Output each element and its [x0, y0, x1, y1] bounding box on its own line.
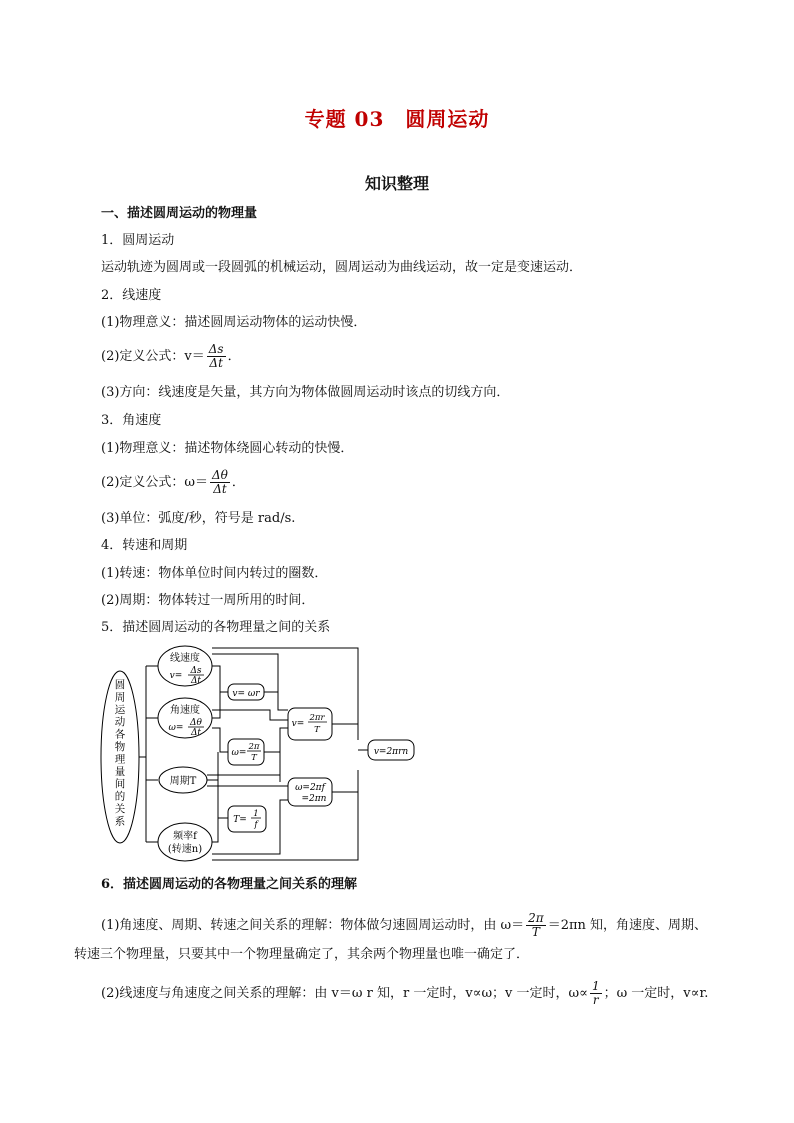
oval-frequency	[158, 823, 212, 861]
formula-prefix: (2)定义公式：v＝	[101, 349, 205, 364]
heading-linear-velocity: 2．线速度	[101, 288, 162, 303]
b4-prefix: v=	[291, 719, 305, 729]
b6-text: v=2πrn	[373, 747, 409, 757]
fraction-denominator: T	[531, 925, 540, 939]
angular-velocity-unit: (3)单位：弧度/秒，符号是 rad/s.	[101, 511, 296, 526]
heading-relations: 5．描述圆周运动的各物理量之间的关系	[101, 620, 331, 635]
oval-T-label: 周期T	[169, 776, 197, 787]
fraction	[207, 343, 226, 370]
b5-line1: ω=2πf	[295, 783, 325, 793]
understanding-p1-line1	[101, 912, 707, 939]
b2-prefix: ω=	[231, 748, 247, 758]
b2-den: T	[251, 753, 257, 763]
fraction-denominator: r	[592, 993, 599, 1007]
heading-speed-period: 4．转速和周期	[101, 538, 188, 553]
rotation-speed-definition: (1)转速：物体单位时间内转过的圈数．	[101, 566, 328, 581]
heading-understanding: 6．描述圆周运动的各物理量之间关系的理解	[101, 877, 358, 892]
oval-v-numerator: Δs	[190, 666, 202, 676]
oval-linear-velocity	[158, 646, 212, 686]
fraction-numerator: 1	[591, 979, 600, 993]
left-vertical-char: 间	[114, 778, 126, 791]
b1-text: v= ωr	[232, 689, 260, 699]
p2-text-b: ；ω 一定时，v∝r.	[603, 986, 709, 1001]
understanding-p2	[101, 980, 708, 1007]
formula-suffix: ．	[231, 475, 245, 490]
p1-text-a: (1)角速度、周期、转速之间关系的理解：物体做匀速圆周运动时，由 ω＝	[101, 918, 525, 933]
b2-num: 2π	[248, 742, 260, 752]
p2-text-a: (2)线速度与角速度之间关系的理解：由 v＝ω r 知，r 一定时，v∝ω；v 一定时，ω∝	[101, 986, 588, 1001]
formula-suffix: ．	[227, 349, 241, 364]
b5-line2: =2πn	[301, 794, 327, 804]
b4-den: T	[314, 725, 320, 735]
oval-w-formula-prefix: ω=	[168, 723, 184, 733]
heading-angular-velocity: 3．角速度	[101, 413, 162, 428]
linear-velocity-direction: (3)方向：线速度是矢量，其方向为物体做圆周运动时该点的切线方向．	[101, 385, 510, 400]
angular-velocity-meaning: (1)物理意义：描述物体绕圆心转动的快慢．	[101, 441, 354, 456]
oval-v-label: 线速度	[170, 653, 200, 664]
oval-w-numerator: Δθ	[190, 718, 202, 728]
fraction-denominator: Δt	[213, 482, 227, 496]
left-vertical-char: 圆	[114, 679, 126, 691]
fraction	[526, 912, 546, 939]
fraction-numerator: 2π	[528, 911, 544, 925]
oval-f-label: 频率f	[173, 831, 197, 842]
page-title: 专题 03 圆周运动	[304, 107, 490, 131]
fraction	[210, 469, 230, 496]
b4-num: 2πr	[309, 713, 325, 723]
angular-velocity-formula	[101, 469, 245, 496]
formula-prefix: (2)定义公式：ω＝	[101, 475, 209, 490]
period-definition: (2)周期：物体转过一周所用的时间．	[101, 593, 315, 608]
fraction	[590, 980, 602, 1007]
left-vertical-char: 各	[114, 728, 126, 741]
section-subtitle: 知识整理	[364, 174, 429, 193]
left-vertical-char: 物	[114, 741, 126, 753]
fraction-numerator: Δθ	[212, 468, 228, 482]
heading-1-1: 1．圆周运动	[101, 233, 175, 248]
paragraph-circular-motion: 运动轨迹为圆周或一段圆弧的机械运动，圆周运动为曲线运动，故一定是变速运动．	[101, 260, 583, 275]
left-vertical-char: 系	[114, 815, 126, 828]
heading-1: 一、描述圆周运动的物理量	[101, 206, 258, 221]
fraction-denominator: Δt	[209, 356, 223, 370]
left-vertical-char: 运	[114, 703, 126, 716]
linear-velocity-meaning: (1)物理意义：描述圆周运动物体的运动快慢．	[101, 315, 367, 330]
understanding-p1-line2: 转速三个物理量，只要其中一个物理量确定了，其余两个物理量也唯一确定了．	[74, 947, 530, 962]
oval-w-label: 角速度	[170, 705, 200, 716]
left-vertical-char: 动	[114, 716, 126, 729]
left-vertical-char: 周	[114, 691, 126, 704]
oval-f-label2: (转速n)	[167, 844, 203, 855]
oval-w-denominator: Δt	[190, 728, 202, 738]
linear-velocity-formula	[101, 343, 241, 370]
b3-prefix: T=	[233, 815, 247, 825]
oval-angular-velocity	[158, 698, 212, 738]
oval-v-formula-prefix: v=	[169, 671, 183, 681]
fraction-numerator: Δs	[208, 342, 224, 356]
left-vertical-char: 关	[114, 803, 126, 815]
oval-v-denominator: Δt	[190, 676, 202, 686]
relations-diagram	[0, 640, 794, 870]
left-vertical-char: 理	[114, 753, 126, 766]
b3-num: 1	[253, 809, 259, 819]
left-vertical-char: 的	[114, 790, 126, 803]
b3-den: f	[254, 820, 258, 830]
left-vertical-char: 量	[114, 765, 126, 778]
p1-text-b: ＝2πn 知，角速度、周期、	[547, 918, 708, 933]
